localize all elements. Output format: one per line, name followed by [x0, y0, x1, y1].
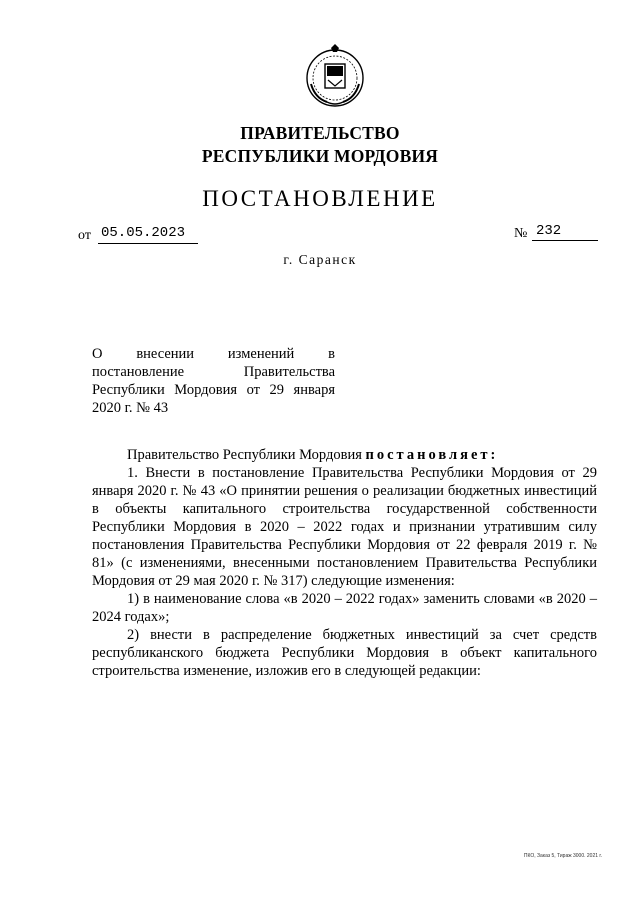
organization-name-line2: РЕСПУБЛИКИ МОРДОВИЯ	[201, 146, 439, 166]
organization-name-line1: ПРАВИТЕЛЬСТВО	[240, 123, 400, 143]
paragraph-3: 2) внести в распределение бюджетных инвестиций за счет средств республиканского бюджета Республики Мордовия в объект капитального строительства изменение, изложив его в следующей редакции:	[92, 627, 597, 679]
print-footer: ПКО, Заказ 5, Тираж 3000. 2021 г.	[523, 853, 602, 859]
document-date: 05.05.2023	[101, 225, 186, 241]
document-number: 232	[536, 223, 562, 239]
coat-of-arms-icon	[301, 42, 369, 110]
number-prefix: №	[514, 226, 528, 241]
intro-keyword: постановляет:	[365, 447, 499, 463]
document-body	[92, 446, 597, 680]
intro-prefix: Правительство Республики Мордовия	[127, 447, 362, 463]
date-underline	[98, 243, 198, 244]
city: г. Саранск	[283, 252, 357, 267]
intro-paragraph	[92, 446, 597, 464]
document-subject: О внесении изменений в постановление Правительства Республики Мордовия от 29 января 2020 г. № 43	[92, 346, 335, 416]
paragraph-1: 1. Внести в постановление Правительства Республики Мордовия от 29 января 2020 г. № 43 «О принятии решения о реализации бюджетных инвестиций в объекты капитального строительства государственной собственности Республики Мордовия в 2020 – 2022 годах и признании утратившим силу постановления Правительства Республики Мордовия от 22 февраля 2019 г. № 81» (с изменениями, внесенными постановлением Правительства Республики Мордовия от 29 мая 2020 г. № 317) следующие изменения:	[92, 465, 597, 589]
number-underline	[532, 240, 598, 241]
date-prefix: от	[78, 228, 91, 243]
paragraph-2: 1) в наименование слова «в 2020 – 2022 годах» заменить словами «в 2020 – 2024 годах»;	[92, 591, 597, 625]
document-type: ПОСТАНОВЛЕНИЕ	[202, 186, 438, 211]
